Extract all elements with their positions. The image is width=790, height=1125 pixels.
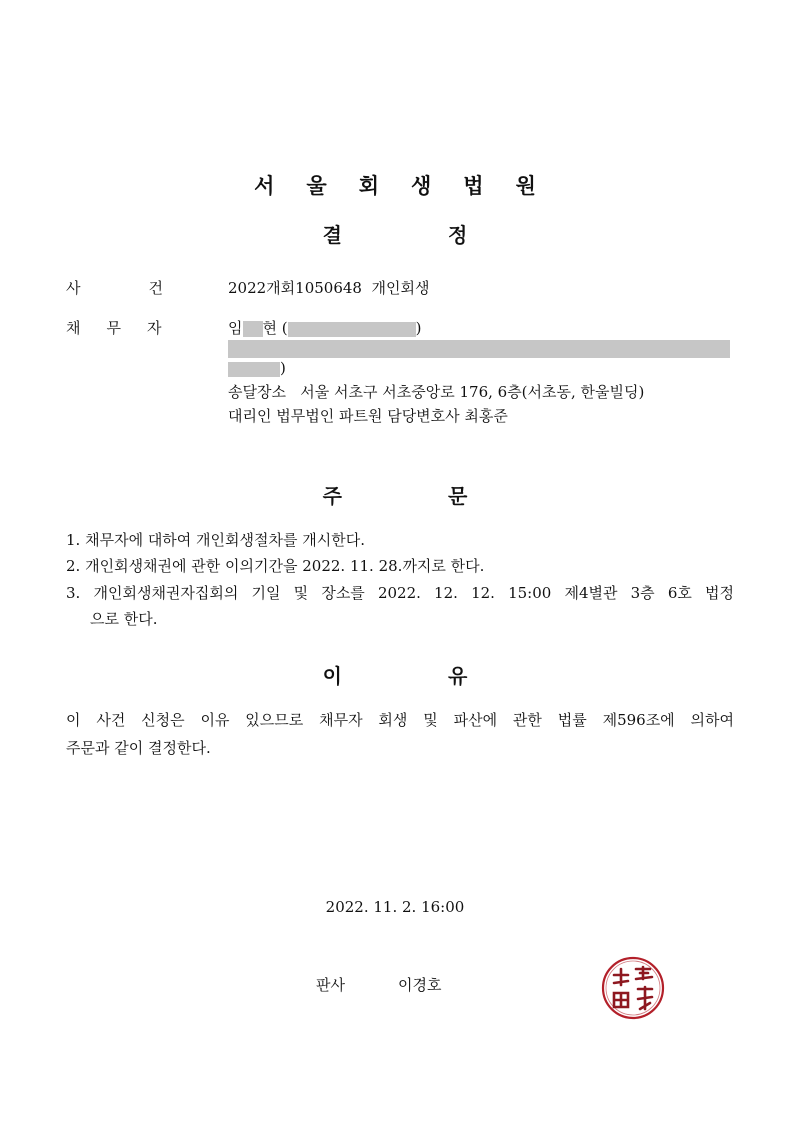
decision-date: 2022. 11. 2. 16:00 <box>325 898 465 916</box>
close-paren: ) <box>415 319 422 337</box>
case-number: 2022개회1050648 개인회생 <box>228 279 430 297</box>
document-title-right: 정 <box>448 223 468 247</box>
reason-line: 이 사건 신청은 이유 있으므로 채무자 회생 및 파산에 관한 법률 제596조에 의하여 <box>66 711 734 729</box>
order-item-number: 3. <box>66 584 81 602</box>
open-paren: ( <box>281 319 288 337</box>
agent-line: 대리인 법무법인 파트원 담당변호사 최홍준 <box>228 407 508 425</box>
reason-heading <box>0 660 790 689</box>
delivery-line <box>228 381 644 402</box>
delivery-address: 서울 서초구 서초중앙로 176, 6층(서초동, 한울빌딩) <box>300 383 645 401</box>
order-item-text: 채무자에 대하여 개인회생절차를 개시한다. <box>85 531 365 549</box>
address-redaction <box>228 340 730 358</box>
order-item <box>66 555 734 576</box>
reason-line: 주문과 같이 결정한다. <box>66 739 211 757</box>
reason-heading-right: 유 <box>448 664 468 688</box>
reason-heading-left: 이 <box>322 664 342 688</box>
order-item-text: 개인회생채권에 관한 이의기간을 2022. 11. 28.까지로 한다. <box>85 557 485 575</box>
address-redaction-tail <box>228 362 280 377</box>
delivery-label: 송달장소 <box>228 383 286 401</box>
debtor-label-char: 채 <box>66 319 81 337</box>
order-heading <box>0 480 790 509</box>
name-redaction <box>243 321 263 337</box>
debtor-name-first: 임 <box>228 319 243 337</box>
case-label-char: 사 <box>66 279 81 297</box>
id-redaction <box>288 322 416 337</box>
debtor-name-last: 현 <box>262 319 277 337</box>
court-name: 서울회생법원 <box>254 174 568 198</box>
debtor-label-char: 무 <box>106 319 121 337</box>
judge-name: 이경호 <box>398 976 442 994</box>
order-item-number: 1. <box>66 531 81 549</box>
document-title-left: 결 <box>322 223 342 247</box>
judge-title: 판사 <box>316 976 345 994</box>
order-item <box>66 582 734 603</box>
judge-seal-icon <box>600 955 666 1021</box>
debtor-label <box>66 317 162 338</box>
order-heading-right: 문 <box>448 484 468 508</box>
case-label-char: 건 <box>148 279 163 297</box>
order-item-number: 2. <box>66 557 81 575</box>
order-heading-left: 주 <box>322 484 342 508</box>
address-redaction-end <box>228 359 286 377</box>
order-item-text: 개인회생채권자집회의 기일 및 장소를 2022. 12. 12. 15:00 제4별관 3층 6호 법정 <box>93 584 734 602</box>
document-title <box>0 219 790 248</box>
order-item-continuation: 으로 한다. <box>90 610 158 628</box>
debtor-name-line <box>228 317 422 338</box>
order-item <box>66 529 734 550</box>
debtor-label-char: 자 <box>147 319 162 337</box>
case-label <box>66 277 163 298</box>
close-paren-2: ) <box>280 359 286 377</box>
